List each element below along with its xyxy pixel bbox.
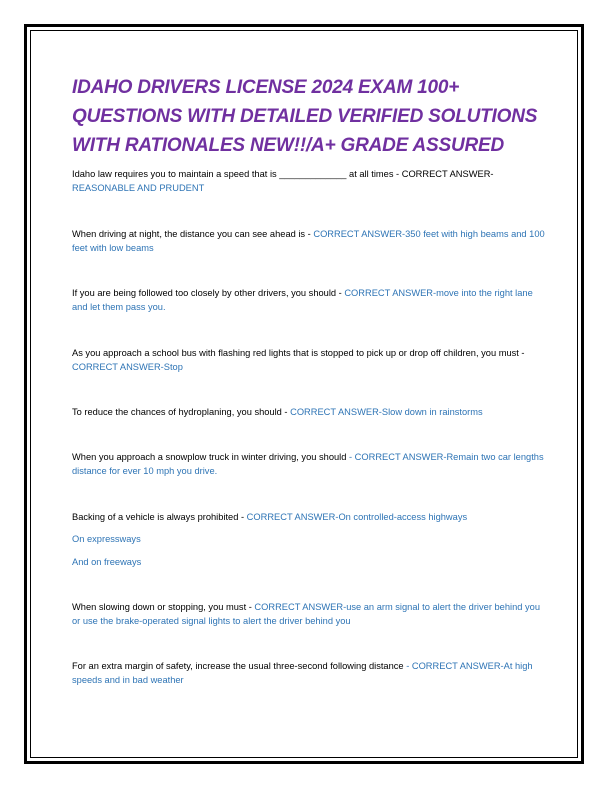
answer-text: CORRECT ANSWER-move into the right lane and let them pass you. [72,288,533,312]
qa-item-9 [72,659,550,687]
question-text: When driving at night, the distance you can see ahead is - [72,229,314,239]
question-text: To reduce the chances of hydroplaning, you should - [72,407,291,417]
qa-item-6 [72,450,550,478]
document-title: IDAHO DRIVERS LICENSE 2024 EXAM 100+ QUESTIONS WITH DETAILED VERIFIED SOLUTIONS WITH RATIONALES NEW!!/A+ GRADE ASSURED [72,77,538,156]
question-text: If you are being followed too closely by other drivers, you should - [72,288,345,298]
answer-text: CORRECT ANSWER-Stop [72,362,183,372]
question-text: Backing of a vehicle is always prohibited - [72,512,247,522]
qa-item-8 [72,600,550,628]
qa-item-1 [72,167,550,195]
answer-text: CORRECT ANSWER-Slow down in rainstorms [290,407,483,417]
answer-text: REASONABLE AND PRUDENT [72,183,205,193]
question-text: When you approach a snowplow truck in winter driving, you should [72,452,349,462]
answer-continuation: And on freeways [72,557,142,567]
qa-item-7 [72,510,550,524]
qa-item-4 [72,346,550,374]
qa-item-3 [72,286,550,314]
answer-text: - CORRECT ANSWER-At high speeds and in bad weather [72,661,533,685]
question-text: As you approach a school bus with flashing red lights that is stopped to pick up or drop off children, you must - [72,348,525,358]
question-text: When slowing down or stopping, you must - [72,602,255,612]
question-text: For an extra margin of safety, increase the usual three-second following distance [72,661,407,671]
qa-item-5 [72,405,550,419]
question-text: Idaho law requires you to maintain a speed that is _____________ at all times - CORRECT ANSWER- [72,169,494,179]
document-header [72,73,547,160]
qa-item-2 [72,227,550,255]
answer-text: - CORRECT ANSWER-Remain two car lengths distance for ever 10 mph you drive. [72,452,544,476]
answer-text: CORRECT ANSWER-use an arm signal to alert the driver behind you or use the brake-operated signal lights to alert the driver behind you [72,602,540,626]
answer-text: CORRECT ANSWER-350 feet with high beams and 100 feet with low beams [72,229,545,253]
answer-continuation: On expressways [72,534,141,544]
answer-text: CORRECT ANSWER-On controlled-access highways [246,512,468,522]
